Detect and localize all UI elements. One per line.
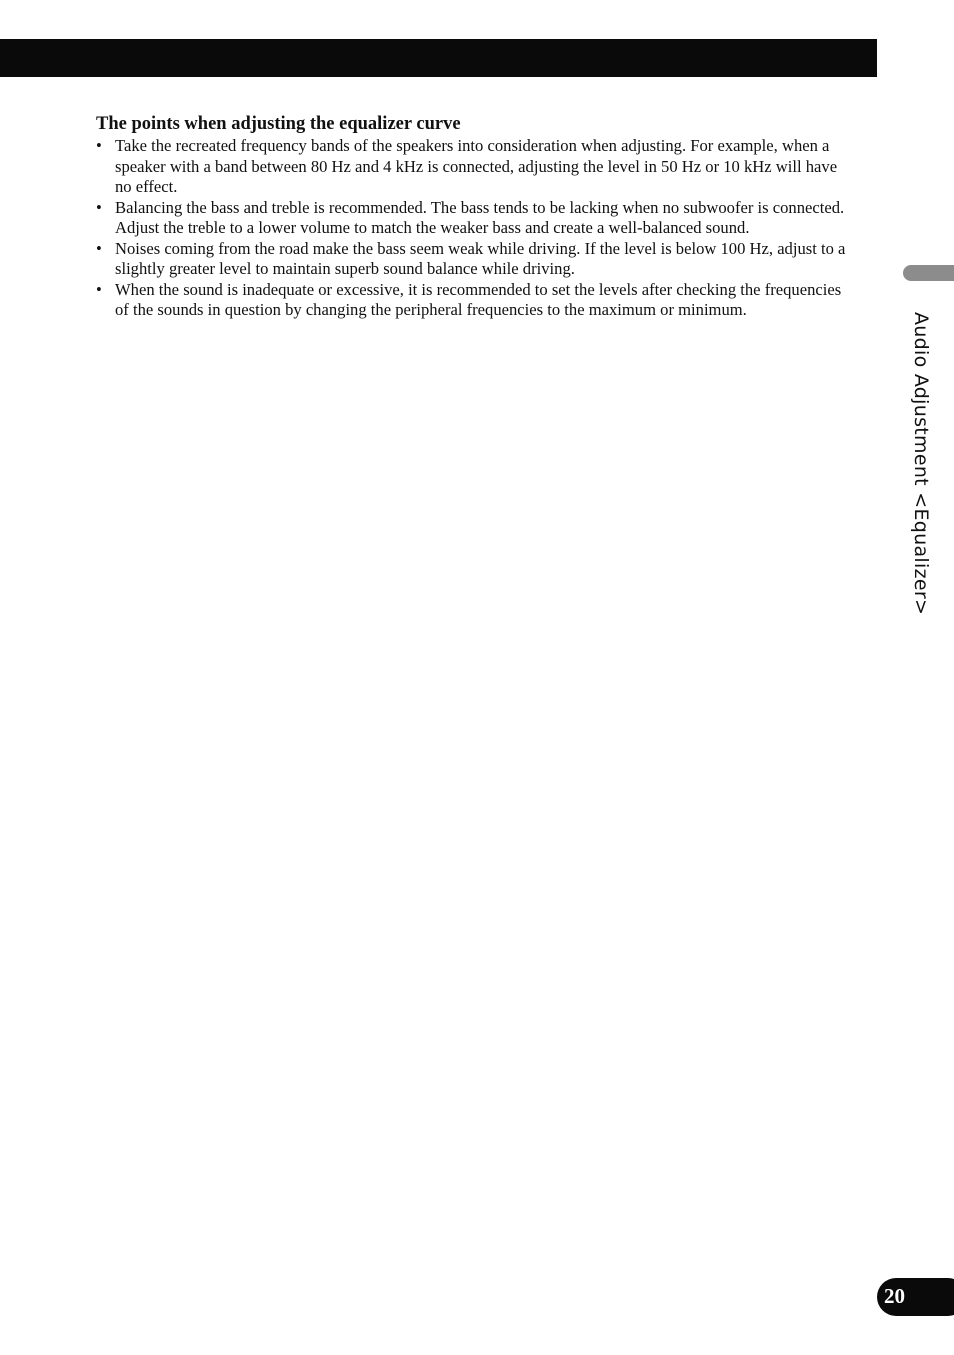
list-item-text: Take the recreated frequency bands of the speakers into consideration when adjusting. For example, when a speaker with a band between 80 Hz and 4 kHz is connected, adjusting the level in 50 Hz or 10 kHz will have no effect. (115, 136, 838, 196)
main-content (96, 112, 856, 321)
list-item (96, 198, 856, 239)
side-tab-marker (903, 265, 954, 281)
list-item-text: Balancing the bass and treble is recommended. The bass tends to be lacking when no subwoofer is connected. Adjust the treble to a lower volume to match the weaker bass and create a well-balanced sound. (115, 197, 845, 237)
list-item (96, 136, 856, 198)
list-item (96, 239, 856, 280)
bullet-list (96, 136, 856, 321)
list-item (96, 280, 856, 321)
section-side-title: Audio Adjustment <Equalizer> (910, 312, 932, 616)
bullet-icon: • (96, 279, 102, 299)
bullet-icon: • (96, 136, 102, 155)
list-item-text: Noises coming from the road make the bass seem weak while driving. If the level is below 100 Hz, adjust to a slightly greater level to maintain superb sound balance while driving. (115, 238, 846, 278)
list-item-text: When the sound is inadequate or excessive, it is recommended to set the levels after checking the frequencies of the sounds in question by changing the peripheral frequencies to the maximum or minimum. (115, 279, 842, 319)
bullet-icon: • (96, 238, 102, 258)
bullet-icon: • (96, 197, 102, 217)
section-heading: The points when adjusting the equalizer curve (96, 114, 461, 134)
header-bar (0, 39, 877, 77)
page-number: 20 (884, 1284, 905, 1308)
